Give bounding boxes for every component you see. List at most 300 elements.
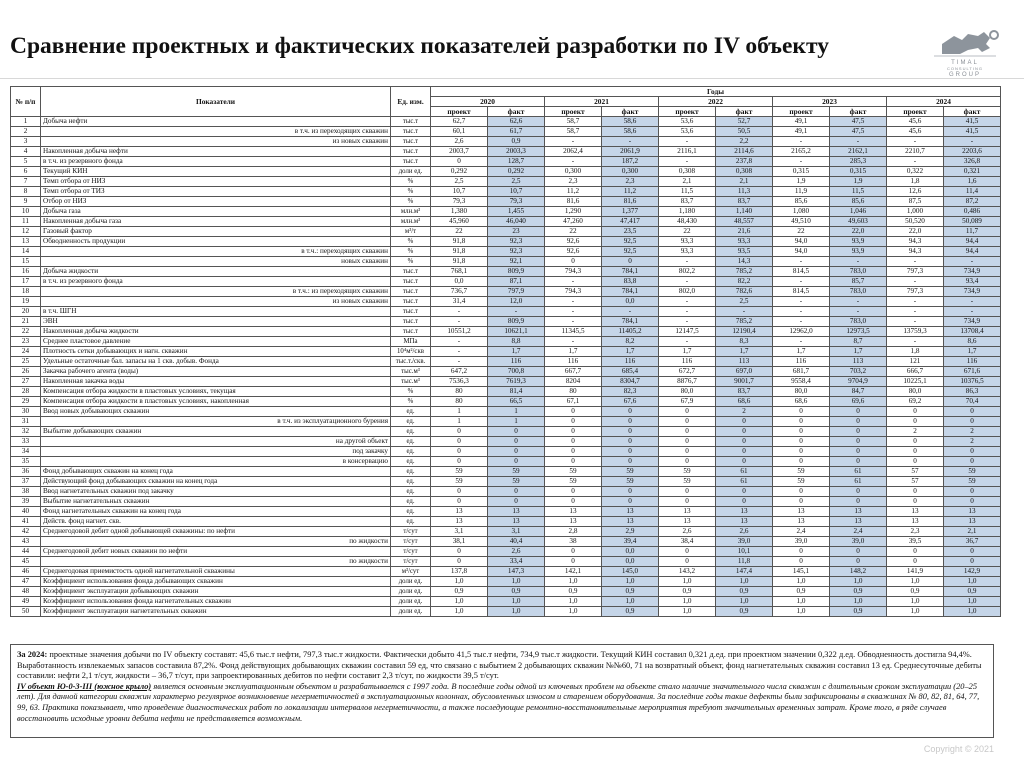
row-unit: ед. [391,437,431,447]
fact-cell: 797,9 [488,287,545,297]
plan-cell: 80,0 [887,387,944,397]
fact-cell: 785,2 [716,317,773,327]
fact-cell: 187,2 [602,157,659,167]
plan-cell: 1,0 [545,607,602,617]
plan-cell: 0 [431,487,488,497]
fact-cell: 326,8 [944,157,1001,167]
plan-cell: 2,4 [773,527,830,537]
fact-cell: 81,6 [602,197,659,207]
table-row [11,427,1001,437]
table-row [11,327,1001,337]
plan-cell: - [773,337,830,347]
plan-cell: 0,9 [659,587,716,597]
plan-cell: 11345,5 [545,327,602,337]
plan-cell: - [431,307,488,317]
row-label: под закачку [41,447,391,457]
fact-cell: 11,2 [602,187,659,197]
plan-cell: 2003,7 [431,147,488,157]
plan-cell: 0 [773,457,830,467]
plan-cell: 0 [887,407,944,417]
header-plan: проект [545,107,602,117]
fact-cell: 700,8 [488,367,545,377]
plan-cell: 0 [773,487,830,497]
table-row [11,127,1001,137]
fact-cell: 1,9 [830,177,887,187]
fact-cell: 61 [830,477,887,487]
plan-cell: 12147,5 [659,327,716,337]
row-label: из новых скважин [41,137,391,147]
row-number: 38 [11,487,41,497]
plan-cell: 0 [773,407,830,417]
plan-cell: 47,260 [545,217,602,227]
table-row [11,197,1001,207]
plan-cell: 0 [659,497,716,507]
fact-cell: 85,7 [830,277,887,287]
plan-cell: 11,2 [545,187,602,197]
table-row [11,117,1001,127]
fact-cell: 703,2 [830,367,887,377]
fact-cell: 11,7 [944,227,1001,237]
plan-cell: 59 [773,477,830,487]
plan-cell: 1,0 [545,597,602,607]
plan-cell: 0 [545,547,602,557]
fact-cell: 1,046 [830,207,887,217]
plan-cell: 0 [431,157,488,167]
plan-cell: - [545,297,602,307]
fact-cell: 13 [488,517,545,527]
fact-cell: 0 [944,417,1001,427]
plan-cell: 0,315 [773,167,830,177]
row-label: в т.ч. из резервного фонда [41,157,391,167]
plan-cell: 67,9 [659,397,716,407]
fact-cell: 0 [830,447,887,457]
plan-cell: 116 [545,357,602,367]
plan-cell: 13 [659,517,716,527]
plan-cell: 83,7 [659,197,716,207]
row-unit: % [391,177,431,187]
plan-cell: 22 [773,227,830,237]
fact-cell: 59 [944,477,1001,487]
plan-cell: 681,7 [773,367,830,377]
fact-cell: 11405,2 [602,327,659,337]
plan-cell: 10,7 [431,187,488,197]
plan-cell: 794,3 [545,287,602,297]
header-plan: проект [773,107,830,117]
row-unit: доли ед. [391,607,431,617]
plan-cell: 39,0 [773,537,830,547]
header-plan: проект [659,107,716,117]
plan-cell: 1,0 [431,597,488,607]
header-unit: Ед. изм. [391,87,431,117]
fact-cell: 784,1 [602,317,659,327]
fact-cell: 809,9 [488,267,545,277]
plan-cell: 62,7 [431,117,488,127]
fact-cell: 0,9 [716,587,773,597]
fact-cell: - [944,307,1001,317]
plan-cell: 45,6 [887,117,944,127]
plan-cell: 802,0 [659,287,716,297]
fact-cell: 13 [488,507,545,517]
row-unit: млн.м³ [391,207,431,217]
table-row [11,167,1001,177]
row-label: Среднегодовой дебит одной добывающей скважины: по нефти [41,527,391,537]
plan-cell: 53,6 [659,117,716,127]
row-number: 3 [11,137,41,147]
plan-cell: - [431,347,488,357]
table-row [11,497,1001,507]
plan-cell: - [545,317,602,327]
fact-cell: 62,6 [488,117,545,127]
plan-cell: 57 [887,467,944,477]
row-unit: т/сут [391,537,431,547]
plan-cell: 2116,1 [659,147,716,157]
row-unit: тыс.т [391,127,431,137]
fact-cell: 9704,9 [830,377,887,387]
fact-cell: 8,2 [602,337,659,347]
row-label: Компенсация отбора жидкости в пластовых условиях, текущая [41,387,391,397]
fact-cell: 23 [488,227,545,237]
row-unit: т/сут [391,557,431,567]
plan-cell: 0 [887,417,944,427]
fact-cell: 237,8 [716,157,773,167]
row-label: в консервацию [41,457,391,467]
fact-cell: 61 [716,467,773,477]
fact-cell: - [602,307,659,317]
fact-cell: 1,0 [602,597,659,607]
plan-cell: 8204 [545,377,602,387]
plan-cell: 93,3 [659,247,716,257]
row-unit: тыс.т [391,307,431,317]
row-label: Компенсация отбора жидкости в пластовых условиях, накопленная [41,397,391,407]
row-label: Добыча жидкости [41,267,391,277]
plan-cell: 0 [431,547,488,557]
plan-cell: 2210,7 [887,147,944,157]
plan-cell: 60,1 [431,127,488,137]
fact-cell: 13 [602,517,659,527]
fact-cell: - [944,257,1001,267]
fact-cell: 1,0 [716,577,773,587]
plan-cell: 1,080 [773,207,830,217]
fact-cell: - [830,137,887,147]
fact-cell: 0,486 [944,207,1001,217]
plan-cell: 13 [659,507,716,517]
fact-cell: 2,1 [944,527,1001,537]
row-unit: млн.м³ [391,217,431,227]
plan-cell: 116 [773,357,830,367]
plan-cell: 0,9 [887,587,944,597]
row-label: на другой объект [41,437,391,447]
row-label: Среднегодовой дебит новых скважин по нефти [41,547,391,557]
table-row [11,577,1001,587]
fact-cell: 8,6 [944,337,1001,347]
row-label: Темп отбора от ТИЗ [41,187,391,197]
plan-cell: 0,9 [545,587,602,597]
plan-cell: - [659,297,716,307]
row-number: 45 [11,557,41,567]
fact-cell: - [830,297,887,307]
row-unit: ед. [391,407,431,417]
row-number: 23 [11,337,41,347]
fact-cell: 0 [602,417,659,427]
fact-cell: 47,417 [602,217,659,227]
row-label: в т.ч. из резервного фонда [41,277,391,287]
row-unit: тыс.т [391,137,431,147]
row-label: Фонд нагнетательных скважин на конец года [41,507,391,517]
header-plan: проект [887,107,944,117]
fact-cell: 0 [716,487,773,497]
table-row [11,157,1001,167]
fact-cell: 93,5 [716,247,773,257]
plan-cell: - [659,307,716,317]
table-row [11,467,1001,477]
plan-cell: 1 [431,407,488,417]
plan-cell: 68,6 [773,397,830,407]
plan-cell: 93,3 [659,237,716,247]
fact-cell: 82,3 [602,387,659,397]
plan-cell: 2165,2 [773,147,830,157]
plan-cell: 13 [545,507,602,517]
plan-cell: 13 [431,507,488,517]
fact-cell: 22,0 [830,227,887,237]
plan-cell: 57 [887,477,944,487]
plan-cell: 0 [545,487,602,497]
row-unit: % [391,387,431,397]
row-number: 46 [11,567,41,577]
fact-cell: 13 [830,517,887,527]
fact-cell: 39,0 [716,537,773,547]
fact-cell: 2114,6 [716,147,773,157]
fact-cell: 2061,9 [602,147,659,157]
row-number: 40 [11,507,41,517]
table-row [11,527,1001,537]
plan-cell: 0 [659,437,716,447]
plan-cell: 0 [659,457,716,467]
header-fact: факт [944,107,1001,117]
fact-cell: 783,0 [830,267,887,277]
header-fact: факт [830,107,887,117]
plan-cell: 87,5 [887,197,944,207]
table-row [11,557,1001,567]
row-label: Выбытие добывающих скважин [41,427,391,437]
fact-cell: 2,6 [488,547,545,557]
table-row [11,207,1001,217]
fact-cell: - [830,257,887,267]
plan-cell: - [659,137,716,147]
plan-cell: 80,0 [659,387,716,397]
table-row [11,487,1001,497]
row-unit: 10⁴м²/скв [391,347,431,357]
plan-cell: 0 [431,437,488,447]
plan-cell: 2 [887,427,944,437]
fact-cell: 734,9 [944,267,1001,277]
row-label: в т.ч.: из переходящих скважин [41,287,391,297]
fact-cell: 10,7 [488,187,545,197]
plan-cell: - [887,137,944,147]
plan-cell: 0 [887,447,944,457]
fact-cell: 285,3 [830,157,887,167]
fact-cell: 783,0 [830,317,887,327]
row-label: Добыча газа [41,207,391,217]
plan-cell: 2,3 [545,177,602,187]
plan-cell: 0 [545,557,602,567]
header-fact: факт [716,107,773,117]
fact-cell: 0 [830,497,887,507]
row-unit: тыс.т [391,297,431,307]
row-unit: тыс.т [391,117,431,127]
plan-cell: 13 [431,517,488,527]
plan-cell: 0 [887,457,944,467]
plan-cell: - [773,157,830,167]
row-label: в т.ч. из эксплуатационного бурения [41,417,391,427]
plan-cell: 0 [887,487,944,497]
plan-cell: 92,6 [545,237,602,247]
plan-cell: 49,1 [773,117,830,127]
fact-cell: 1,7 [716,347,773,357]
fact-cell: 0,0 [602,547,659,557]
plan-cell: 0 [887,557,944,567]
fact-cell: 68,6 [716,397,773,407]
fact-cell: 0 [602,447,659,457]
fact-cell: 809,9 [488,317,545,327]
plan-cell: - [659,317,716,327]
plan-cell: 0 [545,417,602,427]
row-number: 41 [11,517,41,527]
plan-cell: 1,0 [431,577,488,587]
plan-cell: - [773,257,830,267]
fact-cell: 13 [716,507,773,517]
plan-cell: 666,7 [887,367,944,377]
plan-cell: 22 [431,227,488,237]
fact-cell: 92,3 [488,247,545,257]
fact-cell: 1,0 [944,577,1001,587]
row-label: Темп отбора от НИЗ [41,177,391,187]
header-fact: факт [602,107,659,117]
fact-cell: 59 [944,467,1001,477]
plan-cell: 80 [431,387,488,397]
fact-cell: 142,9 [944,567,1001,577]
plan-cell: - [773,297,830,307]
plan-cell: 49,510 [773,217,830,227]
fact-cell: 13 [830,507,887,517]
fact-cell: 671,6 [944,367,1001,377]
fact-cell: - [830,307,887,317]
plan-cell: - [659,157,716,167]
fact-cell: 0 [488,487,545,497]
fact-cell: 82,2 [716,277,773,287]
plan-cell: 1,0 [773,577,830,587]
fact-cell: 12,0 [488,297,545,307]
plan-cell: 0 [545,447,602,457]
row-number: 31 [11,417,41,427]
row-number: 16 [11,267,41,277]
fact-cell: 10376,5 [944,377,1001,387]
fact-cell: 94,4 [944,237,1001,247]
row-number: 20 [11,307,41,317]
row-number: 12 [11,227,41,237]
table-row [11,447,1001,457]
plan-cell: 59 [545,467,602,477]
fact-cell: 59 [488,477,545,487]
fact-cell: 1,0 [830,597,887,607]
row-number: 2 [11,127,41,137]
plan-cell: 142,1 [545,567,602,577]
row-unit: доли ед. [391,597,431,607]
plan-cell: 58,7 [545,127,602,137]
fact-cell: 8,3 [716,337,773,347]
plan-cell: 9558,4 [773,377,830,387]
plan-cell: 1,290 [545,207,602,217]
header-fact: факт [488,107,545,117]
fact-cell: 2,5 [488,177,545,187]
plan-cell: 1,7 [545,347,602,357]
plan-cell: 0 [773,427,830,437]
plan-cell: 0,300 [545,167,602,177]
plan-cell: - [773,277,830,287]
fact-cell: 1,140 [716,207,773,217]
plan-cell: 116 [659,357,716,367]
fact-cell: 128,7 [488,157,545,167]
header-year: 2023 [773,97,887,107]
row-label: по жидкости [41,557,391,567]
plan-cell: 38,4 [659,537,716,547]
plan-cell: 1,7 [773,347,830,357]
summary-note [10,644,994,738]
fact-cell: 12190,4 [716,327,773,337]
fact-cell: 0 [602,257,659,267]
fact-cell: 3,1 [488,527,545,537]
row-number: 36 [11,467,41,477]
fact-cell: 1,377 [602,207,659,217]
header-year: 2024 [887,97,1001,107]
fact-cell: - [602,137,659,147]
object-title: IV объект Ю-0-3-III (южное крыло) [17,681,152,691]
fact-cell: 59 [602,467,659,477]
table-row [11,407,1001,417]
fact-cell: 113 [830,357,887,367]
plan-cell: - [545,277,602,287]
plan-cell: 0 [659,487,716,497]
fact-cell: 783,0 [830,287,887,297]
plan-cell: 736,7 [431,287,488,297]
fact-cell: 1,0 [488,597,545,607]
plan-cell: 0,9 [773,587,830,597]
plan-cell: 2,5 [431,177,488,187]
plan-cell: 143,2 [659,567,716,577]
plan-cell: 2,6 [659,527,716,537]
row-unit: тыс.м³ [391,377,431,387]
header-year: 2022 [659,97,773,107]
table-row [11,177,1001,187]
plan-cell: 0 [659,447,716,457]
fact-cell: 0 [716,417,773,427]
plan-cell: 59 [431,477,488,487]
row-number: 17 [11,277,41,287]
fact-cell: 116 [488,357,545,367]
header-indicator: Показатели [41,87,391,117]
plan-cell: 121 [887,357,944,367]
fact-cell: 0 [944,487,1001,497]
table-row [11,357,1001,367]
table-row [11,367,1001,377]
fact-cell: 0 [716,427,773,437]
fact-cell: 2,3 [602,177,659,187]
fact-cell: 39,0 [830,537,887,547]
row-unit: тыс.т [391,287,431,297]
row-unit: ед. [391,457,431,467]
plan-cell: 0 [431,457,488,467]
row-label: в т.ч. из переходящих скважин [41,127,391,137]
plan-cell: 137,8 [431,567,488,577]
